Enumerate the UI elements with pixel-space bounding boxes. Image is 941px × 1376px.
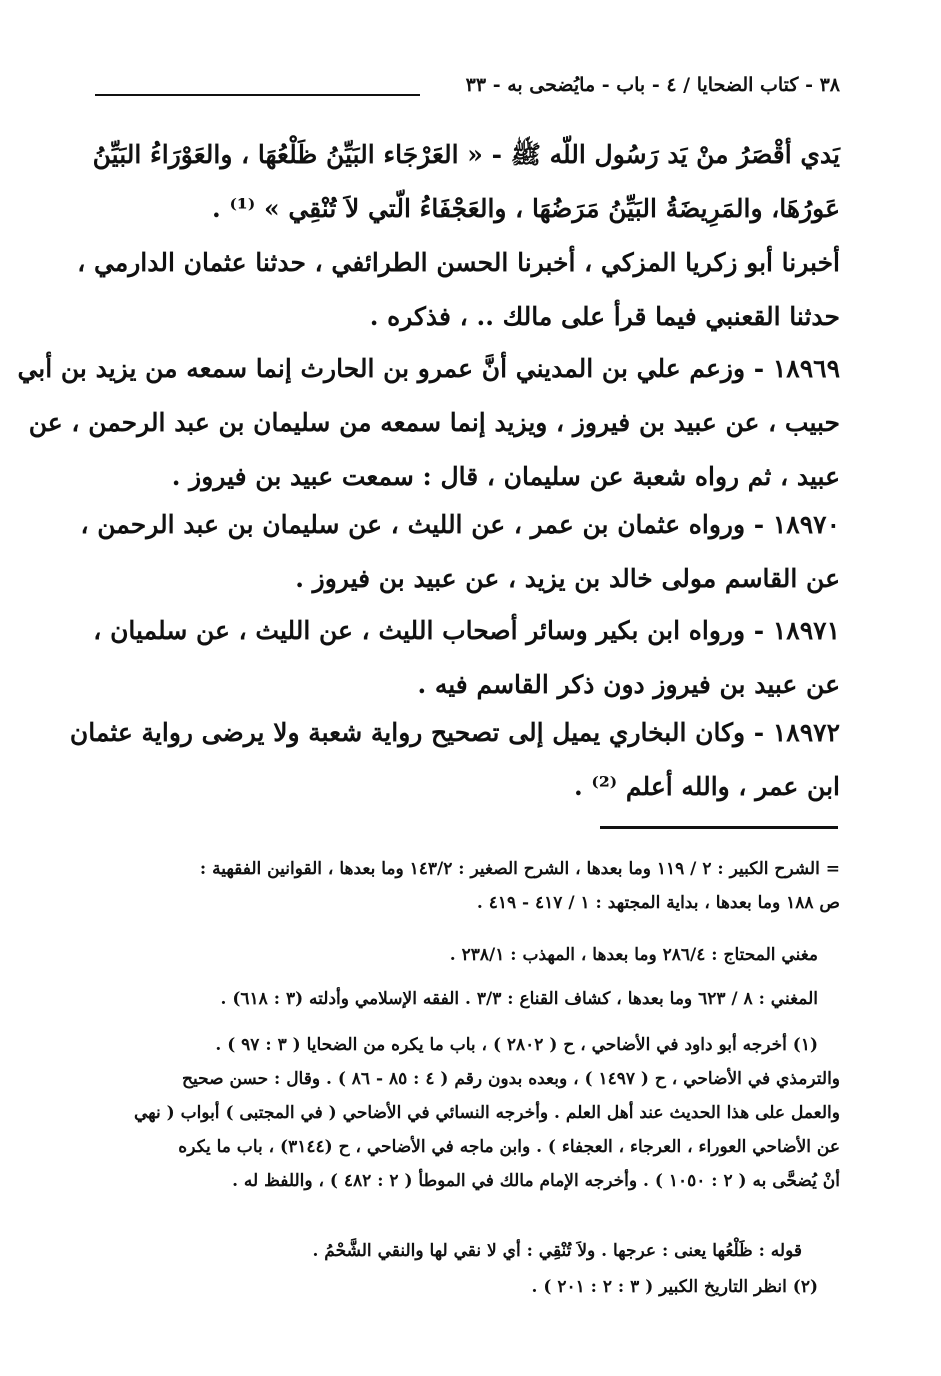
text-line: حدثنا القعنبي فيما قرأ على مالك .. ، فذكره . <box>369 302 840 331</box>
paragraph-number: ١٨٩٧٢ <box>772 718 840 747</box>
paragraph-number: ١٨٩٧١ <box>772 616 840 645</box>
text-line: عبيد ، ثم رواه شعبة عن سليمان ، قال : سمعت عبيد بن فيروز . <box>171 462 840 491</box>
footnote-line: المغني : ٨ / ٦٢٣ وما بعدها ، كشاف القناع : ٣/٣ . الفقه الإسلامي وأدلته (٣ : ٦١٨) . <box>220 989 818 1009</box>
footnote-1 <box>97 1028 840 1198</box>
text-fragment: وزعم علي بن المديني أنَّ عمرو بن الحارث إنما سمعه من يزيد بن أبي <box>17 354 746 383</box>
paragraph-18970 <box>80 498 840 606</box>
footnote-line: والترمذي في الأضاحي ، ح ( ١٤٩٧ ) ، وبعده بدون رقم ( ٤ : ٨٥ - ٨٦ ) . وقال : حسن صحيح <box>182 1069 840 1089</box>
footnote-line: (١) أخرجه أبو داود في الأضاحي ، ح ( ٢٨٠٢ ) ، باب ما يكره من الضحايا ( ٣ : ٩٧ ) . <box>215 1035 818 1055</box>
footnote-line: عن الأضاحي العوراء ، العرجاء ، العجفاء ) . وابن ماجه في الأضاحي ، ح (٣١٤٤) ، باب ما يكره <box>178 1137 840 1157</box>
paragraph-hadith-text <box>92 128 840 236</box>
footnote-gloss <box>97 1234 840 1268</box>
footnote-2 <box>97 1270 840 1304</box>
footnote-mughni <box>97 982 840 1016</box>
text-line: عَورُهَا، والمَرِيضَةُ البَيِّنُ مَرَضُهَا ، والعَجْفَاءُ الّتي لاَ تُنْقِي » ⁽¹⁾ . <box>212 194 840 223</box>
paragraph-number: ١٨٩٧٠ <box>772 510 840 539</box>
footnote-line: (٢) انظر التاريخ الكبير ( ٣ : ٢ : ٢٠١ ) . <box>531 1277 818 1297</box>
text-fragment: وكان البخاري يميل إلى تصحيح رواية شعبة ولا يرضى رواية عثمان <box>69 718 746 747</box>
text-line: عن عبيد بن فيروز دون ذكر القاسم فيه . <box>417 670 840 699</box>
text-line: ١٨٩٧١ - ورواه ابن بكير وسائر أصحاب الليث ، عن الليث ، عن سلميان ، <box>93 616 840 645</box>
footnote-line: قوله : ظَلْعُها يعنى : عرجها . ولاَ تُنْقِي : أي لا نقي لها والنقي الشَّحْمُ . <box>312 1241 802 1261</box>
footnote-line: والعمل على هذا الحديث عند أهل العلم . وأخرجه النسائي في الأضاحي ( في المجتبى ) أبواب ( نهي <box>133 1103 840 1123</box>
text-line: ١٨٩٦٩ - وزعم علي بن المديني أنَّ عمرو بن الحارث إنما سمعه من يزيد بن أبي <box>17 354 840 383</box>
text-fragment: ورواه ابن بكير وسائر أصحاب الليث ، عن الليث ، عن سلميان ، <box>93 616 746 645</box>
text-line: ابن عمر ، والله أعلم ⁽²⁾ . <box>573 772 840 801</box>
paragraph-18969 <box>17 342 840 504</box>
footnote-separator <box>600 826 838 829</box>
page-header <box>95 72 840 112</box>
text-line: ١٨٩٧٢ - وكان البخاري يميل إلى تصحيح رواية شعبة ولا يرضى رواية عثمان <box>69 718 840 747</box>
footnote-line: مغني المحتاج : ٢٨٦/٤ وما بعدها ، المهذب : ٢٣٨/١ . <box>449 945 818 965</box>
paragraph-isnad <box>77 236 840 344</box>
text-line: عن القاسم مولى خالد بن يزيد ، عن عبيد بن فيروز . <box>295 564 840 593</box>
footnote-line: = الشرح الكبير : ٢ / ١١٩ وما بعدها ، الشرح الصغير : ١٤٣/٢ وما بعدها ، القوانين الفقهية : <box>199 859 840 879</box>
running-title: ٣٨ - كتاب الضحايا / ٤ - باب - مايُضحى به - ٣٣ <box>465 74 840 96</box>
footnote-mughni-muhtaj <box>97 938 840 972</box>
footnote-line: ص ١٨٨ وما بعدها ، بداية المجتهد : ١ / ٤١٧ - ٤١٩ . <box>476 893 840 913</box>
footnote-continuation <box>97 852 840 920</box>
text-fragment: ورواه عثمان بن عمر ، عن الليث ، عن سليمان بن عبد الرحمن ، <box>80 510 746 539</box>
text-line: يَدي أقْصَرُ منْ يَد رَسُول اللّه ﷺ - « العَرْجَاء البَيِّنُ ظَلْعُهَا ، والعَوْرَاءُ البَيِّنُ <box>92 140 840 169</box>
footnote-line: أنْ يُضحَّى به ( ٢ : ١٠٥٠ ) . وأخرجه الإمام مالك في الموطأ ( ٢ : ٤٨٢ ) ، واللفظ له . <box>232 1171 840 1191</box>
text-line: ١٨٩٧٠ - ورواه عثمان بن عمر ، عن الليث ، عن سليمان بن عبد الرحمن ، <box>80 510 840 539</box>
paragraph-18971 <box>93 604 840 712</box>
paragraph-18972 <box>69 706 840 814</box>
text-line: أخبرنا أبو زكريا المزكي ، أخبرنا الحسن الطرائفي ، حدثنا عثمان الدارمي ، <box>77 248 840 277</box>
header-rule <box>95 94 420 96</box>
paragraph-number: ١٨٩٦٩ <box>772 354 840 383</box>
text-line: حبيب ، عن عبيد بن فيروز ، ويزيد إنما سمعه من سليمان بن عبد الرحمن ، عن <box>28 408 840 437</box>
